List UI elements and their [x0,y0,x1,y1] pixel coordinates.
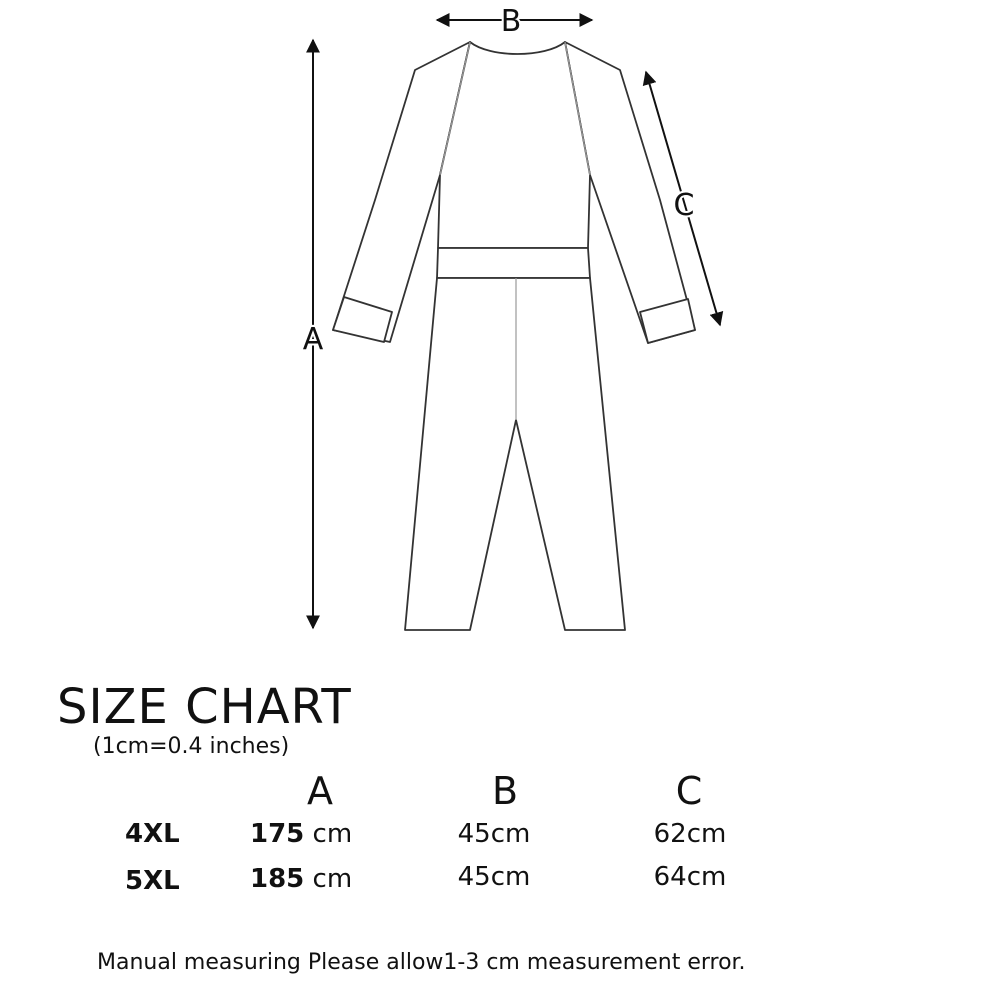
jumpsuit-outline [333,42,695,630]
trousers [405,278,625,630]
dimension-a [303,40,324,628]
column-header-b: B [491,769,519,813]
waistband [437,248,590,278]
size-label-4xl: 4XL [125,819,180,849]
row-5xl-a-unit: cm [312,864,353,894]
row-4xl-b-value: 45cm [457,819,531,849]
measurement-error-note: Manual measuring Please allow1-3 cm measurement error. [97,950,746,975]
row-5xl-b-value: 45cm [457,862,531,892]
dimension-b [437,4,592,39]
row-4xl-a-value [250,818,352,850]
size-chart-title: SIZE CHART [57,679,352,735]
dimension-b-label: B [500,4,522,39]
row-5xl-a-number: 185 [250,864,305,894]
row-4xl-c-value: 62cm [653,819,727,849]
unit-conversion-note: (1cm=0.4 inches) [93,734,290,759]
row-5xl-a-value [250,863,352,895]
size-label-5xl: 5XL [125,866,180,896]
row-5xl-c-value: 64cm [653,862,727,892]
row-4xl-a-number: 175 [250,819,305,849]
column-header-c: C [675,769,703,813]
dimension-c-label: C [673,188,695,223]
dimension-a-label: A [302,322,324,357]
row-4xl-a-unit: cm [312,819,353,849]
column-header-a: A [307,769,333,813]
